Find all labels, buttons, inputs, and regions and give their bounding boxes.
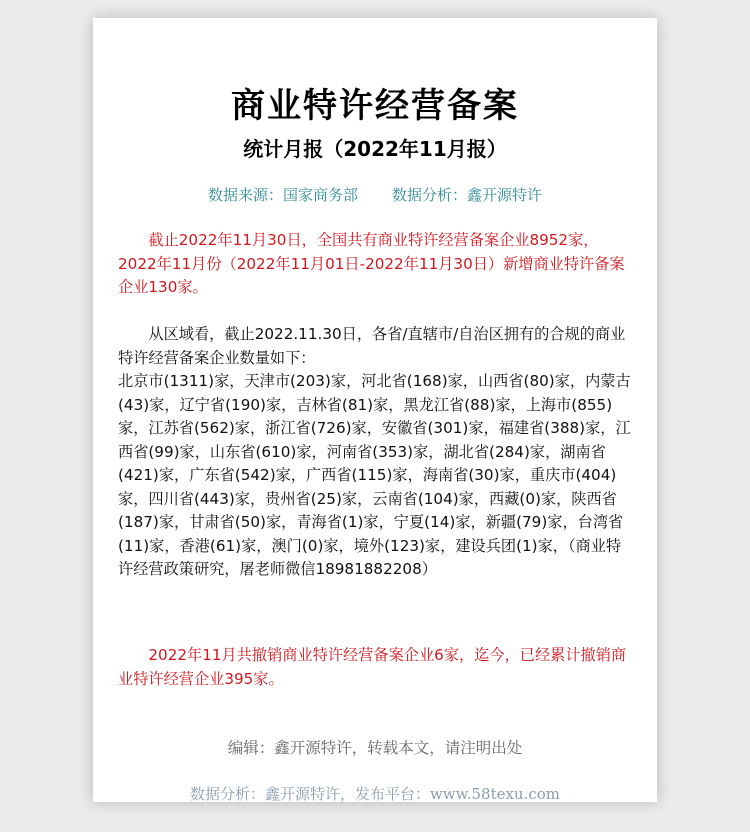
document-title: 商业特许经营备案	[231, 86, 519, 126]
data-analysis-label: 数据分析：鑫开源特许	[392, 186, 543, 204]
source-line	[93, 184, 657, 205]
editor-note: 编辑：鑫开源特许，转载本文，请注明出处	[227, 739, 523, 757]
footer-note: 数据分析：鑫开源特许，发布平台：www.58texu.com	[189, 785, 561, 803]
document-page	[93, 18, 657, 802]
data-source-label: 数据来源：国家商务部	[207, 186, 358, 204]
region-intro-paragraph: 从区域看，截止2022.11.30日，各省/直辖市/自治区拥有的合规的商业特许经营备案企业数量如下：	[118, 325, 626, 367]
region-list-paragraph: 北京市(1311)家，天津市(203)家，河北省(168)家，山西省(80)家，内蒙古(43)家，辽宁省(190)家，吉林省(81)家，黑龙江省(88)家，上海市(855)家，江苏省(562)家，浙江省(726)家，安徽省(301)家，福建省(388)家，江西省(99)家，山东省(610)家，河南省(353)家，湖北省(284)家，湖南省(421)家，广东省(542)家，广西省(115)家，海南省(30)家，重庆市(404)家，四川省(443)家，贵州省(25)家，云南省(104)家，西藏(0)家，陕西省(187)家，甘肃省(50)家，青海省(1)家，宁夏(14)家，新疆(79)家，台湾省(11)家，香港(61)家，澳门(0)家，境外(123)家，建设兵团(1)家，（商业特许经营政策研究，屠老师微信18981882208）	[118, 372, 631, 578]
total-summary-paragraph: 截止2022年11月30日，全国共有商业特许经营备案企业8952家，2022年11月份（2022年11月01日-2022年11月30日）新增商业特许备案企业130家。	[118, 231, 625, 296]
document-subtitle: 统计月报（2022年11月报）	[243, 137, 507, 161]
revoked-summary-paragraph: 2022年11月共撤销商业特许经营备案企业6家，迄今，已经累计撤销商业特许经营企业395家。	[118, 646, 627, 688]
